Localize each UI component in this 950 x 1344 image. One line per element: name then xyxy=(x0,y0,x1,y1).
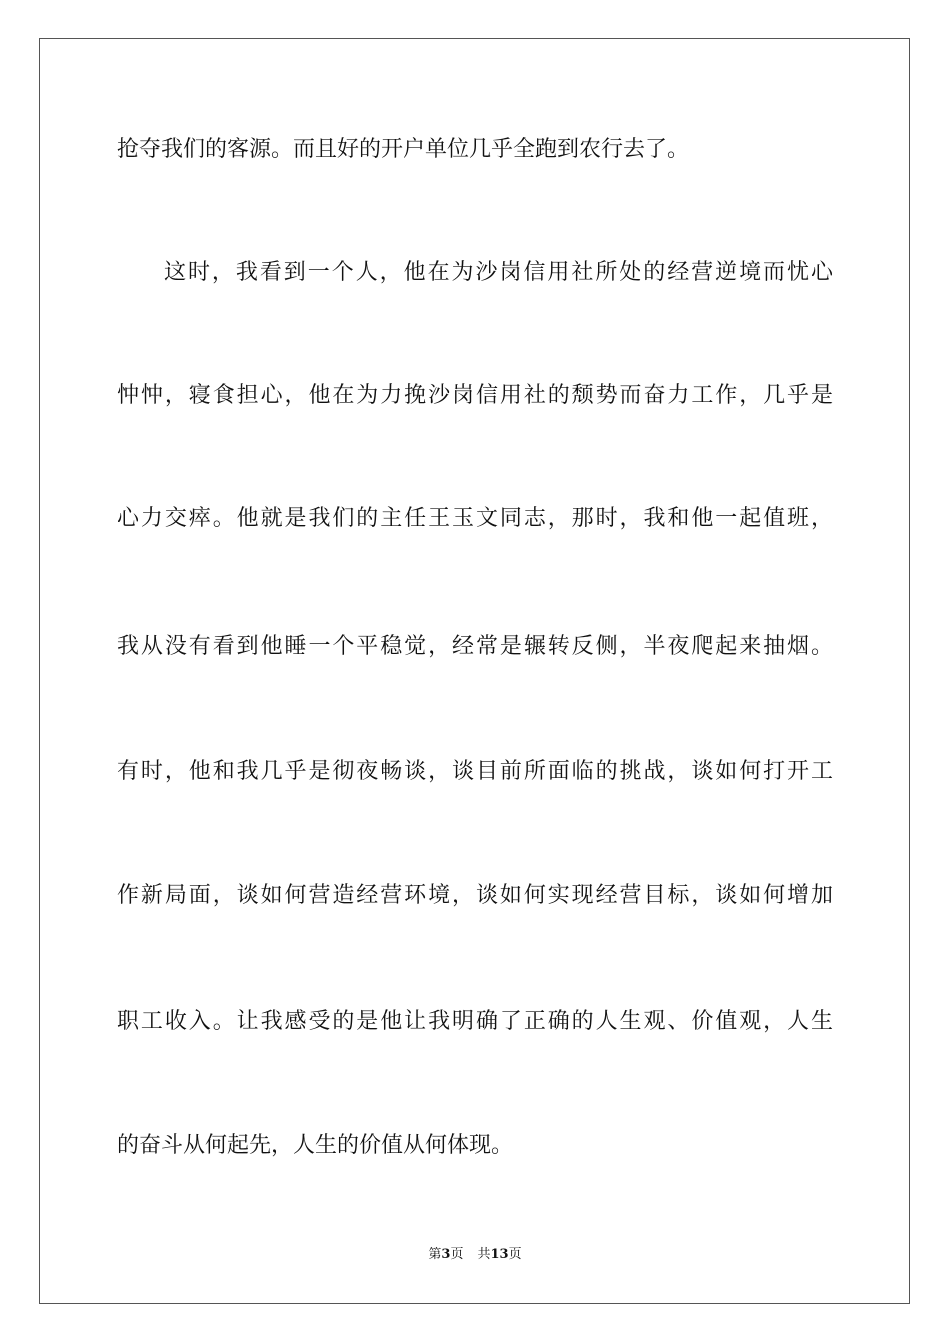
page-suffix: 页 xyxy=(450,1247,464,1262)
text-line: 作新局面，谈如何营造经营环境，谈如何实现经营目标，谈如何增加 xyxy=(117,883,833,908)
page-prefix: 第 xyxy=(428,1247,442,1262)
text-line: 职工收入。让我感受的是他让我明确了正确的人生观、价值观，人生 xyxy=(117,1009,833,1034)
text-line: 抢夺我们的客源。而且好的开户单位几乎全跑到农行去了。 xyxy=(117,137,690,162)
total-prefix: 共 xyxy=(477,1247,491,1262)
text-line: 这时，我看到一个人，他在为沙岗信用社所处的经营逆境而忧心 xyxy=(164,260,833,285)
text-line: 有时，他和我几乎是彻夜畅谈，谈目前所面临的挑战，谈如何打开工 xyxy=(117,759,833,784)
total-pages: 13 xyxy=(490,1247,509,1262)
text-line: 心力交瘁。他就是我们的主任王玉文同志，那时，我和他一起值班， xyxy=(117,506,833,531)
text-line: 的奋斗从何起先，人生的价值从何体现。 xyxy=(117,1133,514,1158)
total-suffix: 页 xyxy=(508,1247,522,1262)
page-footer xyxy=(0,1246,950,1264)
page-border xyxy=(39,38,910,1304)
text-line: 忡忡，寝食担心，他在为力挽沙岗信用社的颓势而奋力工作，几乎是 xyxy=(117,383,833,408)
page-number: 3 xyxy=(441,1247,451,1262)
text-line: 我从没有看到他睡一个平稳觉，经常是辗转反侧，半夜爬起来抽烟。 xyxy=(117,634,833,659)
